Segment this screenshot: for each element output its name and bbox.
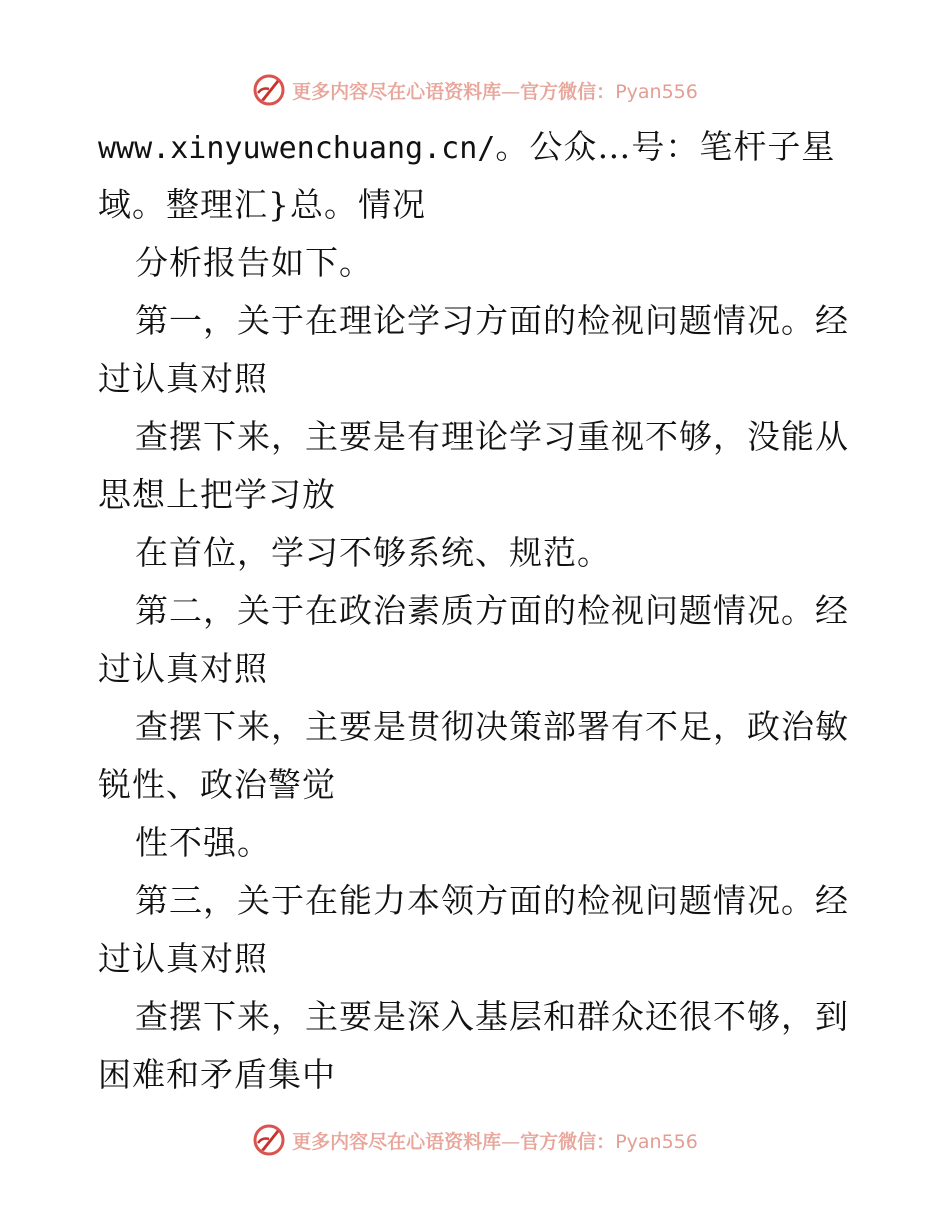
header-banner bbox=[0, 70, 950, 110]
quill-pen-circle-icon bbox=[252, 1123, 286, 1157]
document-line-6: 查摆下来，主要是有理论学习重视不够，没能从 bbox=[135, 417, 849, 456]
footer-brand-text: 更多内容尽在心语资料库 bbox=[292, 1130, 502, 1153]
website-url: www.xinyuwenchuang.cn/ bbox=[98, 131, 496, 166]
document-line-3: 分析报告如下。 bbox=[135, 243, 373, 282]
banner-content bbox=[252, 73, 698, 107]
document-line-7: 思想上把学习放 bbox=[98, 475, 336, 514]
document-line-1 bbox=[98, 118, 858, 176]
document-line-17: 困难和矛盾集中 bbox=[98, 1055, 336, 1094]
document-body bbox=[98, 118, 858, 1104]
document-line-4: 第一，关于在理论学习方面的检视问题情况。经 bbox=[135, 301, 849, 340]
banner-brand-text: 更多内容尽在心语资料库 bbox=[292, 80, 502, 103]
document-line-15: 过认真对照 bbox=[98, 939, 268, 978]
document-line-5: 过认真对照 bbox=[98, 359, 268, 398]
document-line-2: 域。整理汇}总。情况 bbox=[98, 185, 426, 224]
footer-banner bbox=[0, 1120, 950, 1160]
quill-pen-circle-icon bbox=[252, 73, 286, 107]
document-line-9: 第二，关于在政治素质方面的检视问题情况。经 bbox=[135, 591, 849, 630]
banner-wechat-label: 官方微信： bbox=[520, 80, 616, 103]
banner-separator: — bbox=[501, 80, 521, 103]
footer-wechat-id: Pyan556 bbox=[615, 1130, 698, 1153]
document-line-1-rest: 。公众…号：笔杆子星 bbox=[495, 127, 836, 166]
document-line-8: 在首位，学习不够系统、规范。 bbox=[135, 533, 611, 572]
document-line-16: 查摆下来，主要是深入基层和群众还很不够，到 bbox=[135, 997, 849, 1036]
banner-wechat-id: Pyan556 bbox=[615, 80, 698, 103]
document-line-12: 锐性、政治警觉 bbox=[98, 765, 336, 804]
document-line-11: 查摆下来，主要是贯彻决策部署有不足，政治敏 bbox=[135, 707, 849, 746]
footer-banner-text bbox=[292, 1127, 698, 1154]
footer-wechat-label: 官方微信： bbox=[520, 1130, 616, 1153]
document-line-13: 性不强。 bbox=[135, 823, 271, 862]
footer-banner-content bbox=[252, 1123, 698, 1157]
banner-text bbox=[292, 77, 698, 104]
footer-separator: — bbox=[501, 1130, 521, 1153]
document-line-14: 第三，关于在能力本领方面的检视问题情况。经 bbox=[135, 881, 849, 920]
document-line-10: 过认真对照 bbox=[98, 649, 268, 688]
